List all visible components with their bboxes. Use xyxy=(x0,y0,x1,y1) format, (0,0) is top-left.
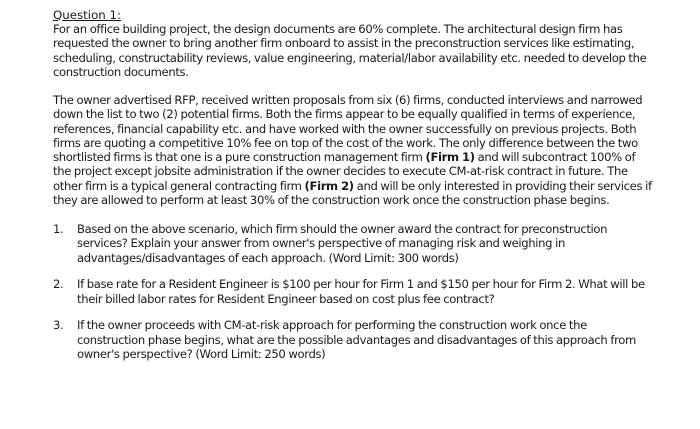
scenario-text-part1: The owner advertised RFP, received written proposals from six (6) firms, conducted interviews and narrowed down the list to two (2) potential firms. Both the firms appear to be equally qualified in terms of experience, references, financial capability etc. and have worked with the owner successfully on previous projects. Both firms are quoting a competitive 10% fee on top of the cost of the work. The only difference between the two shortlisted firms is that one is a pure construction management firm xyxy=(53,93,643,165)
sub-question-number: 2. xyxy=(53,277,64,292)
sub-question-3 xyxy=(53,318,653,361)
intro-paragraph: For an office building project, the design documents are 60% complete. The architectural design firm has requested the owner to bring another firm onboard to assist in the preconstruction services like estimating, scheduling, constructability reviews, value engineering, material/labor availability etc. needed to develop the construction documents. xyxy=(53,22,647,79)
firm2-label: (Firm 2) xyxy=(304,178,354,193)
sub-question-text: If base rate for a Resident Engineer is $100 per hour for Firm 1 and $150 per hour for Firm 2. What will be their billed labor rates for Resident Engineer based on cost plus fee contract? xyxy=(77,277,645,306)
sub-question-text: If the owner proceeds with CM-at-risk approach for performing the construction work once the construction phase begins, what are the possible advantages and disadvantages of this approach from owner's perspective? (Word Limit: 250 words) xyxy=(77,318,636,361)
sub-question-1 xyxy=(53,222,653,265)
question-document xyxy=(53,8,653,374)
scenario-paragraph xyxy=(53,93,653,207)
scenario-text-part3: and will be only interested in providing their services if they are allowed to perform at least 30% of the construction work once the construction phase begins. xyxy=(53,178,652,207)
sub-question-text: Based on the above scenario, which firm should the owner award the contract for preconstruction services? Explain your answer from owner's perspective of managing risk and weighing in advantages/disadvantages of each approach. (Word Limit: 300 words) xyxy=(77,222,608,265)
sub-question-number: 3. xyxy=(53,318,64,333)
question-heading: Question 1: xyxy=(53,8,121,22)
scenario-text-part2: and will subcontract 100% of the project except jobsite administration if the owner decides to execute CM-at-risk contract in future. The other firm is a typical general contracting firm xyxy=(53,150,636,193)
firm1-label: (Firm 1) xyxy=(425,150,475,165)
sub-question-number: 1. xyxy=(53,222,64,237)
sub-question-2 xyxy=(53,277,653,306)
sub-question-list xyxy=(53,222,653,361)
